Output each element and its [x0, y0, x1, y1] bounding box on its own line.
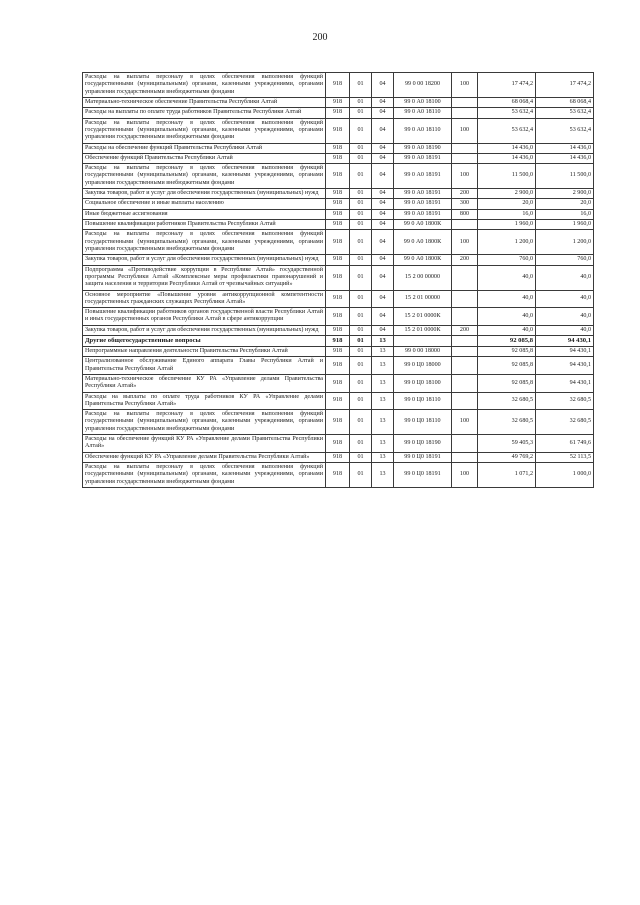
- subsection-code-cell: 04: [372, 199, 394, 209]
- section-code-cell: 01: [350, 199, 372, 209]
- expense-type-cell: [452, 97, 478, 107]
- expense-name-cell: Иные бюджетные ассигнования: [83, 209, 326, 219]
- target-item-cell: 99 0 00 18200: [394, 73, 452, 98]
- subsection-code-cell: 04: [372, 308, 394, 326]
- expense-type-cell: 200: [452, 255, 478, 265]
- expense-type-cell: 100: [452, 164, 478, 189]
- expense-type-cell: [452, 336, 478, 347]
- section-code-cell: 01: [350, 392, 372, 410]
- expense-type-cell: 200: [452, 325, 478, 335]
- section-code-cell: 01: [350, 325, 372, 335]
- expense-type-cell: 300: [452, 199, 478, 209]
- table-row: [83, 452, 594, 462]
- subsection-code-cell: 04: [372, 164, 394, 189]
- admin-code-cell: 918: [326, 336, 350, 347]
- section-code-cell: 01: [350, 357, 372, 375]
- admin-code-cell: 918: [326, 325, 350, 335]
- subsection-code-cell: 04: [372, 290, 394, 308]
- section-code-cell: 01: [350, 118, 372, 143]
- expense-name-cell: Закупка товаров, работ и услуг для обеспечения государственных (муниципальных) нужд: [83, 255, 326, 265]
- table-row: [83, 265, 594, 290]
- expense-type-cell: [452, 357, 478, 375]
- amount-year-2-cell: 40,0: [536, 308, 594, 326]
- table-row: [83, 220, 594, 230]
- admin-code-cell: 918: [326, 153, 350, 163]
- expense-name-cell: Расходы на выплаты персоналу в целях обеспечения выполнения функций государственными (муниципальными) органами, казенными учреждениями, органами управления государственными внебюджетными фондами: [83, 118, 326, 143]
- section-total-row: [83, 336, 594, 347]
- target-item-cell: 99 0 А0 1800К: [394, 220, 452, 230]
- table-row: [83, 255, 594, 265]
- admin-code-cell: 918: [326, 209, 350, 219]
- subsection-code-cell: 13: [372, 463, 394, 488]
- admin-code-cell: 918: [326, 199, 350, 209]
- amount-year-2-cell: 94 430,1: [536, 374, 594, 392]
- section-code-cell: 01: [350, 435, 372, 453]
- amount-year-1-cell: 32 680,5: [478, 410, 536, 435]
- page-number: 200: [312, 32, 328, 43]
- amount-year-2-cell: 94 430,1: [536, 357, 594, 375]
- expense-type-cell: [452, 346, 478, 356]
- amount-year-2-cell: 20,0: [536, 199, 594, 209]
- amount-year-2-cell: 53 632,4: [536, 108, 594, 118]
- amount-year-2-cell: 52 113,5: [536, 452, 594, 462]
- budget-table-body: [83, 73, 594, 488]
- target-item-cell: 99 0 А0 18191: [394, 199, 452, 209]
- expense-type-cell: 100: [452, 410, 478, 435]
- amount-year-2-cell: 16,0: [536, 209, 594, 219]
- target-item-cell: 99 0 А0 18110: [394, 108, 452, 118]
- expense-type-cell: 100: [452, 118, 478, 143]
- subsection-code-cell: 04: [372, 118, 394, 143]
- admin-code-cell: 918: [326, 357, 350, 375]
- admin-code-cell: 918: [326, 463, 350, 488]
- section-code-cell: 01: [350, 290, 372, 308]
- subsection-code-cell: 13: [372, 392, 394, 410]
- expense-type-cell: 200: [452, 189, 478, 199]
- amount-year-2-cell: 2 900,0: [536, 189, 594, 199]
- expense-type-cell: [452, 290, 478, 308]
- amount-year-2-cell: 1 200,0: [536, 230, 594, 255]
- expense-name-cell: Закупка товаров, работ и услуг для обеспечения государственных (муниципальных) нужд: [83, 189, 326, 199]
- table-row: [83, 108, 594, 118]
- amount-year-1-cell: 1 960,0: [478, 220, 536, 230]
- table-row: [83, 463, 594, 488]
- section-code-cell: 01: [350, 220, 372, 230]
- subsection-code-cell: 04: [372, 325, 394, 335]
- admin-code-cell: 918: [326, 452, 350, 462]
- subsection-code-cell: 13: [372, 346, 394, 356]
- admin-code-cell: 918: [326, 265, 350, 290]
- amount-year-1-cell: 53 632,4: [478, 118, 536, 143]
- subsection-code-cell: 04: [372, 153, 394, 163]
- expense-type-cell: [452, 452, 478, 462]
- subsection-code-cell: 04: [372, 209, 394, 219]
- admin-code-cell: 918: [326, 435, 350, 453]
- admin-code-cell: 918: [326, 374, 350, 392]
- section-code-cell: 01: [350, 108, 372, 118]
- admin-code-cell: 918: [326, 97, 350, 107]
- expense-type-cell: [452, 108, 478, 118]
- expense-name-cell: Расходы на выплаты по оплате труда работников Правительства Республики Алтай: [83, 108, 326, 118]
- subsection-code-cell: 13: [372, 374, 394, 392]
- table-row: [83, 164, 594, 189]
- amount-year-1-cell: 68 068,4: [478, 97, 536, 107]
- expense-name-cell: Расходы на обеспечение функций КУ РА «Управление делами Правительства Республики Алтай»: [83, 435, 326, 453]
- table-row: [83, 143, 594, 153]
- table-row: [83, 308, 594, 326]
- section-code-cell: 01: [350, 374, 372, 392]
- section-code-cell: 01: [350, 143, 372, 153]
- expense-name-cell: Расходы на выплаты персоналу в целях обеспечения выполнения функций государственными (муниципальными) органами, казенными учреждениями, органами управления государственными внебюджетными фондами: [83, 230, 326, 255]
- amount-year-1-cell: 760,0: [478, 255, 536, 265]
- amount-year-1-cell: 40,0: [478, 325, 536, 335]
- amount-year-2-cell: 40,0: [536, 290, 594, 308]
- amount-year-2-cell: 40,0: [536, 265, 594, 290]
- expense-name-cell: Закупка товаров, работ и услуг для обеспечения государственных (муниципальных) нужд: [83, 325, 326, 335]
- expense-type-cell: [452, 374, 478, 392]
- expense-type-cell: [452, 392, 478, 410]
- target-item-cell: 99 0 А0 18191: [394, 164, 452, 189]
- target-item-cell: 99 0 Ц0 18100: [394, 374, 452, 392]
- subsection-code-cell: 04: [372, 255, 394, 265]
- table-row: [83, 410, 594, 435]
- target-item-cell: 99 0 00 18000: [394, 346, 452, 356]
- admin-code-cell: 918: [326, 346, 350, 356]
- amount-year-1-cell: 53 632,4: [478, 108, 536, 118]
- amount-year-2-cell: 32 680,5: [536, 410, 594, 435]
- section-code-cell: 01: [350, 308, 372, 326]
- subsection-code-cell: 13: [372, 410, 394, 435]
- amount-year-1-cell: 17 474,2: [478, 73, 536, 98]
- target-item-cell: 99 0 А0 18110: [394, 118, 452, 143]
- section-code-cell: 01: [350, 336, 372, 347]
- table-row: [83, 199, 594, 209]
- target-item-cell: 99 0 Ц0 18191: [394, 463, 452, 488]
- target-item-cell: 99 0 А0 18191: [394, 153, 452, 163]
- admin-code-cell: 918: [326, 189, 350, 199]
- table-row: [83, 209, 594, 219]
- amount-year-1-cell: 40,0: [478, 308, 536, 326]
- expense-type-cell: [452, 265, 478, 290]
- expense-name-cell: Расходы на выплаты персоналу в целях обеспечения выполнения функций государственными (муниципальными) органами, казенными учреждениями, органами управления государственными внебюджетными фондами: [83, 410, 326, 435]
- amount-year-1-cell: 40,0: [478, 290, 536, 308]
- target-item-cell: 99 0 А0 18191: [394, 189, 452, 199]
- budget-table: [82, 72, 594, 488]
- table-row: [83, 118, 594, 143]
- amount-year-1-cell: 59 405,3: [478, 435, 536, 453]
- admin-code-cell: 918: [326, 220, 350, 230]
- target-item-cell: 15 2 01 0000К: [394, 308, 452, 326]
- expense-name-cell: Другие общегосударственные вопросы: [83, 336, 326, 347]
- amount-year-2-cell: 1 000,0: [536, 463, 594, 488]
- amount-year-2-cell: 40,0: [536, 325, 594, 335]
- target-item-cell: 99 0 Ц0 18191: [394, 452, 452, 462]
- table-row: [83, 392, 594, 410]
- table-row: [83, 290, 594, 308]
- amount-year-2-cell: 68 068,4: [536, 97, 594, 107]
- subsection-code-cell: 13: [372, 435, 394, 453]
- admin-code-cell: 918: [326, 73, 350, 98]
- expense-name-cell: Непрограммные направления деятельности Правительства Республики Алтай: [83, 346, 326, 356]
- amount-year-1-cell: 1 071,2: [478, 463, 536, 488]
- amount-year-1-cell: 92 085,8: [478, 336, 536, 347]
- table-row: [83, 153, 594, 163]
- amount-year-1-cell: 92 085,8: [478, 374, 536, 392]
- target-item-cell: 99 0 А0 1800К: [394, 230, 452, 255]
- target-item-cell: 99 0 Ц0 18190: [394, 435, 452, 453]
- section-code-cell: 01: [350, 463, 372, 488]
- target-item-cell: 99 0 А0 18100: [394, 97, 452, 107]
- target-item-cell: 99 0 А0 18190: [394, 143, 452, 153]
- expense-name-cell: Повышение квалификации работников Правительства Республики Алтай: [83, 220, 326, 230]
- expense-type-cell: 100: [452, 230, 478, 255]
- admin-code-cell: 918: [326, 164, 350, 189]
- section-code-cell: 01: [350, 452, 372, 462]
- table-row: [83, 435, 594, 453]
- section-code-cell: 01: [350, 153, 372, 163]
- expense-name-cell: Подпрограмма «Противодействие коррупции в Республике Алтай» государственной программы Республики Алтай «Комплексные меры профилактики правонарушений и защита населения и территории Республики Алтай от чрезвычайных ситуаций»: [83, 265, 326, 290]
- expense-type-cell: [452, 220, 478, 230]
- admin-code-cell: 918: [326, 255, 350, 265]
- amount-year-2-cell: 94 430,1: [536, 336, 594, 347]
- section-code-cell: 01: [350, 410, 372, 435]
- expense-name-cell: Расходы на выплаты персоналу в целях обеспечения выполнения функций государственными (муниципальными) органами, казенными учреждениями, органами управления государственными внебюджетными фондами: [83, 164, 326, 189]
- admin-code-cell: 918: [326, 308, 350, 326]
- admin-code-cell: 918: [326, 108, 350, 118]
- table-row: [83, 97, 594, 107]
- table-row: [83, 189, 594, 199]
- amount-year-1-cell: 2 900,0: [478, 189, 536, 199]
- subsection-code-cell: 04: [372, 230, 394, 255]
- expense-name-cell: Материально-техническое обеспечение КУ РА «Управление делами Правительства Республики Алтай»: [83, 374, 326, 392]
- target-item-cell: 15 2 01 0000К: [394, 325, 452, 335]
- target-item-cell: 99 0 Ц0 18110: [394, 410, 452, 435]
- expense-type-cell: [452, 153, 478, 163]
- expense-name-cell: Основное мероприятие «Повышение уровня антикоррупционной компетентности государственных гражданских служащих Республики Алтай»: [83, 290, 326, 308]
- amount-year-2-cell: 1 960,0: [536, 220, 594, 230]
- table-row: [83, 346, 594, 356]
- subsection-code-cell: 04: [372, 189, 394, 199]
- admin-code-cell: 918: [326, 290, 350, 308]
- section-code-cell: 01: [350, 209, 372, 219]
- section-code-cell: 01: [350, 346, 372, 356]
- amount-year-1-cell: 14 436,0: [478, 143, 536, 153]
- amount-year-2-cell: 32 680,5: [536, 392, 594, 410]
- expense-name-cell: Материально-техническое обеспечение Правительства Республики Алтай: [83, 97, 326, 107]
- amount-year-2-cell: 760,0: [536, 255, 594, 265]
- expense-type-cell: [452, 435, 478, 453]
- amount-year-1-cell: 92 085,8: [478, 357, 536, 375]
- subsection-code-cell: 13: [372, 336, 394, 347]
- expense-name-cell: Расходы на обеспечение функций Правительства Республики Алтай: [83, 143, 326, 153]
- admin-code-cell: 918: [326, 143, 350, 153]
- amount-year-1-cell: 49 769,2: [478, 452, 536, 462]
- admin-code-cell: 918: [326, 392, 350, 410]
- target-item-cell: 99 0 А0 18191: [394, 209, 452, 219]
- admin-code-cell: 918: [326, 230, 350, 255]
- expense-name-cell: Социальное обеспечение и иные выплаты населению: [83, 199, 326, 209]
- table-row: [83, 73, 594, 98]
- subsection-code-cell: 04: [372, 108, 394, 118]
- target-item-cell: 15 2 00 00000: [394, 265, 452, 290]
- subsection-code-cell: 04: [372, 73, 394, 98]
- admin-code-cell: 918: [326, 410, 350, 435]
- amount-year-1-cell: 92 085,8: [478, 346, 536, 356]
- section-code-cell: 01: [350, 230, 372, 255]
- admin-code-cell: 918: [326, 118, 350, 143]
- amount-year-1-cell: 1 200,0: [478, 230, 536, 255]
- expense-name-cell: Обеспечение функций Правительства Республики Алтай: [83, 153, 326, 163]
- amount-year-2-cell: 14 436,0: [536, 153, 594, 163]
- amount-year-2-cell: 94 430,1: [536, 346, 594, 356]
- amount-year-2-cell: 11 500,0: [536, 164, 594, 189]
- subsection-code-cell: 04: [372, 143, 394, 153]
- amount-year-2-cell: 61 749,6: [536, 435, 594, 453]
- table-row: [83, 230, 594, 255]
- section-code-cell: 01: [350, 255, 372, 265]
- subsection-code-cell: 13: [372, 452, 394, 462]
- amount-year-2-cell: 14 436,0: [536, 143, 594, 153]
- expense-name-cell: Расходы на выплаты персоналу в целях обеспечения выполнения функций государственными (муниципальными) органами, казенными учреждениями, органами управления государственными внебюджетными фондами: [83, 463, 326, 488]
- section-code-cell: 01: [350, 97, 372, 107]
- subsection-code-cell: 04: [372, 220, 394, 230]
- table-row: [83, 325, 594, 335]
- amount-year-1-cell: 16,0: [478, 209, 536, 219]
- section-code-cell: 01: [350, 265, 372, 290]
- target-item-cell: 99 0 А0 1800К: [394, 255, 452, 265]
- section-code-cell: 01: [350, 189, 372, 199]
- expense-type-cell: 100: [452, 463, 478, 488]
- expense-name-cell: Обеспечение функций КУ РА «Управление делами Правительства Республики Алтай»: [83, 452, 326, 462]
- target-item-cell: 15 2 01 00000: [394, 290, 452, 308]
- amount-year-1-cell: 40,0: [478, 265, 536, 290]
- expense-name-cell: Расходы на выплаты персоналу в целях обеспечения выполнения функций государственными (муниципальными) органами, казенными учреждениями, органами управления государственными внебюджетными фондами: [83, 73, 326, 98]
- subsection-code-cell: 04: [372, 265, 394, 290]
- expense-name-cell: Расходы на выплаты по оплате труда работников КУ РА «Управление делами Правительства Республики Алтай»: [83, 392, 326, 410]
- amount-year-2-cell: 17 474,2: [536, 73, 594, 98]
- target-item-cell: 99 0 Ц0 18110: [394, 392, 452, 410]
- section-code-cell: 01: [350, 73, 372, 98]
- target-item-cell: 99 0 Ц0 18000: [394, 357, 452, 375]
- amount-year-1-cell: 14 436,0: [478, 153, 536, 163]
- expense-type-cell: [452, 143, 478, 153]
- subsection-code-cell: 13: [372, 357, 394, 375]
- expense-type-cell: 800: [452, 209, 478, 219]
- subsection-code-cell: 04: [372, 97, 394, 107]
- expense-name-cell: Централизованное обслуживание Единого аппарата Главы Республики Алтай и Правительства Республики Алтай: [83, 357, 326, 375]
- amount-year-1-cell: 32 680,5: [478, 392, 536, 410]
- target-item-cell: [394, 336, 452, 347]
- amount-year-1-cell: 11 500,0: [478, 164, 536, 189]
- expense-type-cell: 100: [452, 73, 478, 98]
- table-row: [83, 357, 594, 375]
- table-row: [83, 374, 594, 392]
- expense-name-cell: Повышение квалификации работников органов государственной власти Республики Алтай и иных государственных органов Республики Алтай в сфере антикоррупции: [83, 308, 326, 326]
- expense-type-cell: [452, 308, 478, 326]
- amount-year-2-cell: 53 632,4: [536, 118, 594, 143]
- section-code-cell: 01: [350, 164, 372, 189]
- amount-year-1-cell: 20,0: [478, 199, 536, 209]
